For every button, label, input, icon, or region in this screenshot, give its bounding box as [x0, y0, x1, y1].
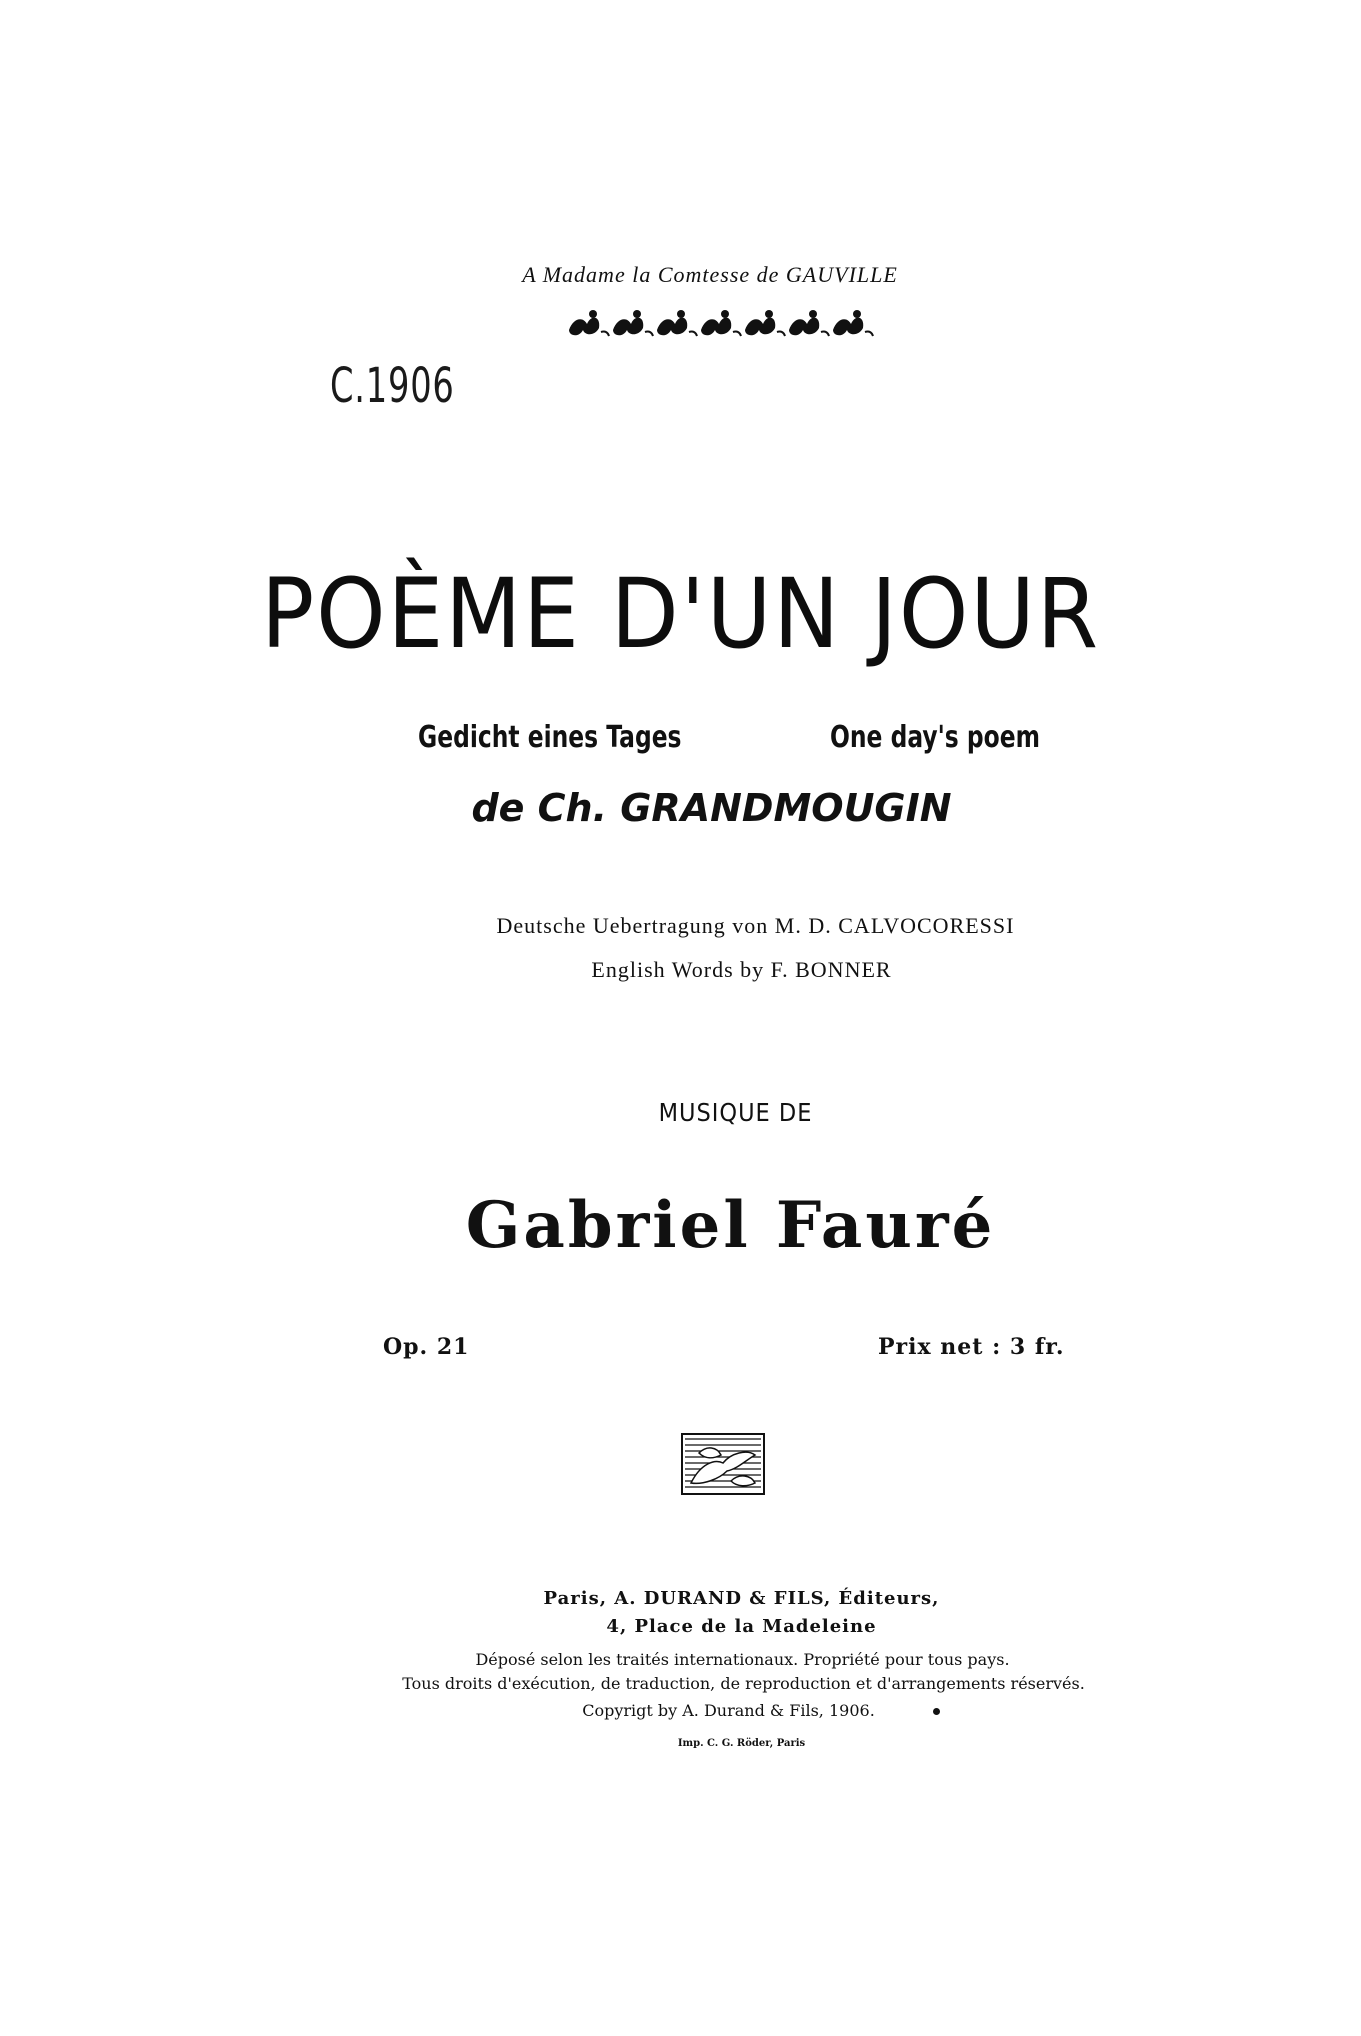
english-words-credit: English Words by F. BONNER [591, 957, 892, 982]
price: Prix net : 3 fr. [878, 1334, 1065, 1360]
dedication: A Madame la Comtesse de GAUVILLE [522, 262, 898, 287]
composer-name: Gabriel Fauré [465, 1188, 996, 1263]
catalog-stamp: C.1906 [330, 358, 455, 414]
page-title: POÈME D'UN JOUR [261, 558, 1100, 670]
poet-credit: de Ch. GRANDMOUGIN [471, 786, 952, 830]
legal-notice-2: Tous droits d'exécution, de traduction, de reproduction et d'arrangements réservés. [402, 1674, 1085, 1693]
ink-mark [933, 1708, 940, 1715]
foliage-vignette-icon [681, 1433, 765, 1495]
german-translation-credit: Deutsche Uebertragung von M. D. CALVOCORESSI [496, 913, 1015, 938]
opus-number: Op. 21 [383, 1334, 470, 1360]
publisher-line: Paris, A. DURAND & FILS, Éditeurs, [543, 1588, 940, 1609]
subtitle-english: One day's poem [830, 720, 1040, 755]
publisher-address: 4, Place de la Madeleine [606, 1616, 877, 1637]
copyright-notice: Copyrigt by A. Durand & Fils, 1906. [582, 1701, 875, 1720]
legal-notice-1: Déposé selon les traités internationaux. Propriété pour tous pays. [475, 1650, 1010, 1669]
fleuron-row-icon [565, 306, 877, 342]
subtitle-german: Gedicht eines Tages [418, 720, 682, 755]
printer-credit: Imp. C. G. Röder, Paris [677, 1738, 806, 1749]
music-by-label: MUSIQUE DE [658, 1098, 813, 1127]
